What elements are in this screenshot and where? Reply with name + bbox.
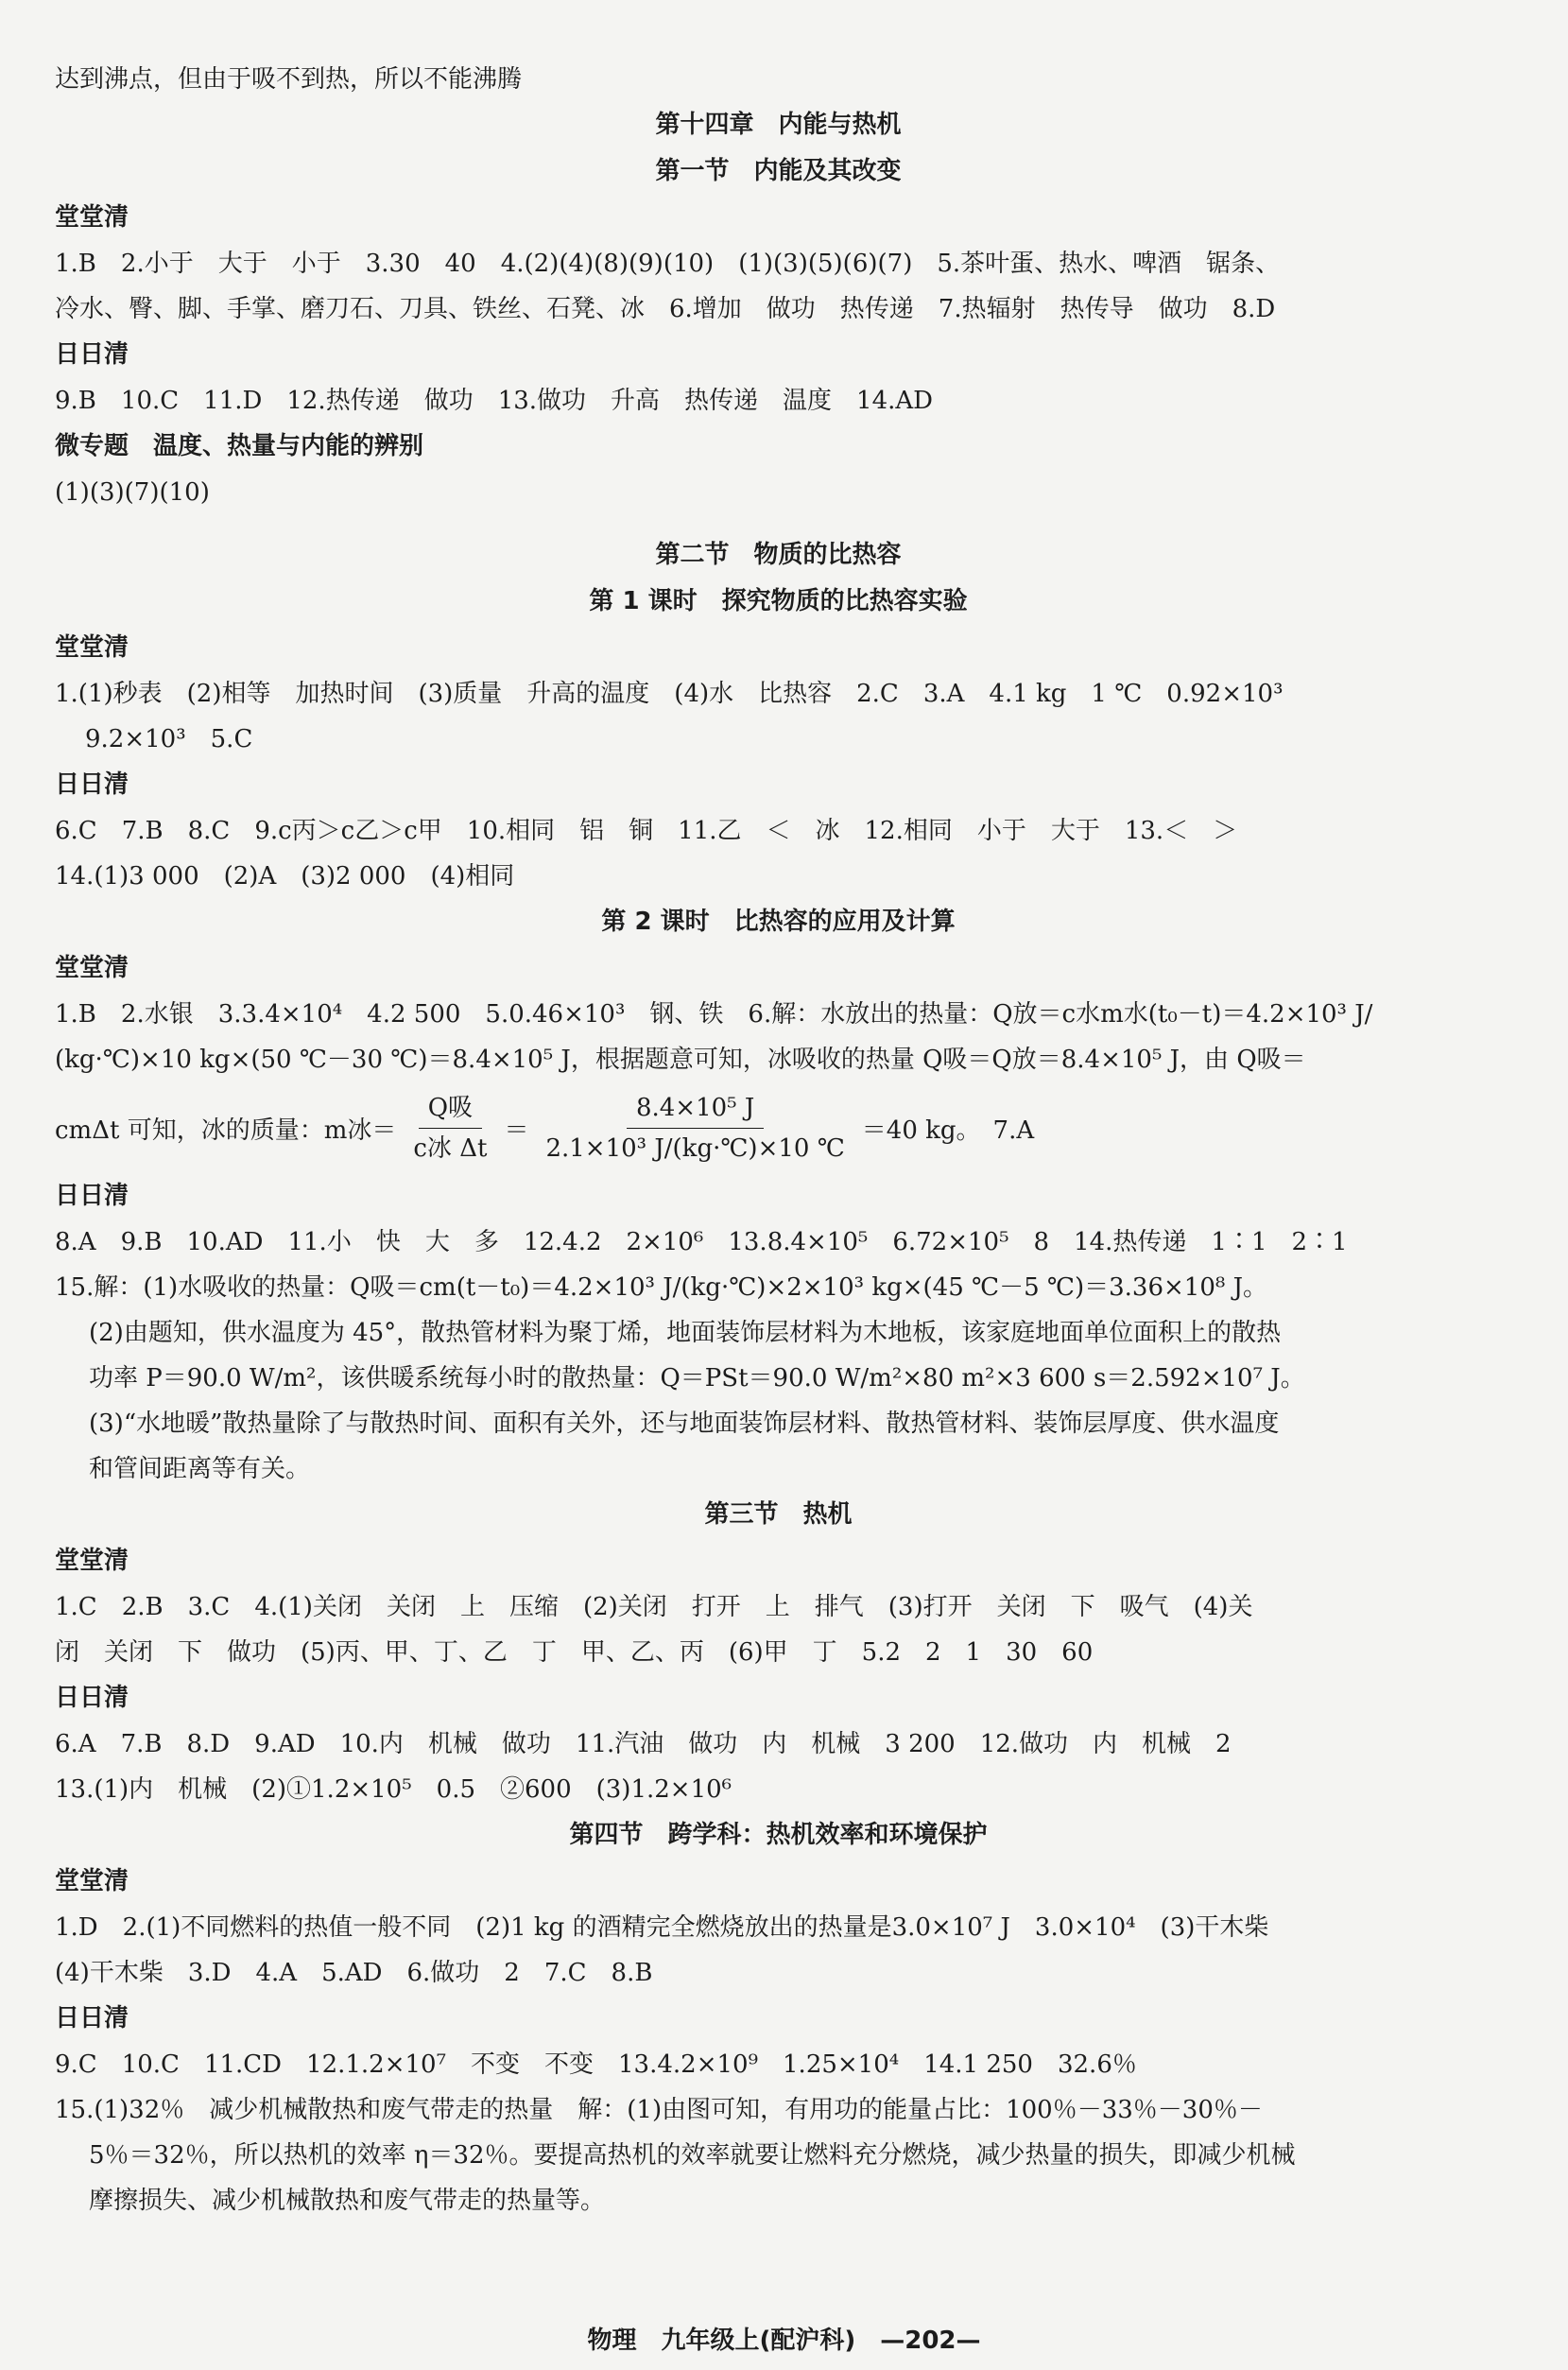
subheading-weizhuanti: 微专题 温度、热量与内能的辨别 (55, 432, 424, 460)
subheading-tangtangqing: 堂堂清 (55, 633, 129, 662)
answer-line: 8.A 9.B 10.AD 11.小 快 大 多 12.4.2 2×10⁶ 13.8.4×10⁵ 6.72×10⁵ 8 14.热传递 1∶1 2∶1 (55, 1228, 1348, 1256)
answer-line: 和管间距离等有关。 (89, 1455, 311, 1483)
answer-line: (2)由题知，供水温度为 45°，散热管材料为聚丁烯，地面装饰层材料为木地板，该家庭地面单位面积上的散热 (89, 1319, 1282, 1347)
equals-sign: ＝ (504, 1116, 529, 1145)
answer-line: 1.B 2.小于 大于 小于 3.30 40 4.(2)(4)(8)(9)(10) (1)(3)(5)(6)(7) 5.茶叶蛋、热水、啤酒 锯条、 (55, 250, 1281, 278)
subheading-ririqing: 日日清 (55, 1684, 129, 1712)
equation-result: ＝40 kg。 7.A (861, 1116, 1035, 1145)
subheading-ririqing: 日日清 (55, 770, 129, 799)
subheading-tangtangqing: 堂堂清 (55, 203, 129, 232)
section-title: 第三节 热机 (704, 1500, 853, 1529)
answer-line: (1)(3)(7)(10) (55, 478, 210, 507)
section-title: 第二节 物质的比热容 (655, 541, 902, 569)
fraction-denominator: c冰 Δt (413, 1133, 488, 1163)
answer-line: 1.B 2.水银 3.3.4×10⁴ 4.2 500 5.0.46×10³ 钢、铁 6.解：水放出的热量：Q放＝c水m水(t₀－t)＝4.2×10³ J/ (55, 1000, 1373, 1029)
section-title: 第四节 跨学科：热机效率和环境保护 (569, 1821, 988, 1849)
answer-line: 闭 关闭 下 做功 (5)丙、甲、丁、乙 丁 甲、乙、丙 (6)甲 丁 5.2 2 1 30 60 (55, 1638, 1094, 1667)
subheading-ririqing: 日日清 (55, 2004, 129, 2033)
chapter-title: 第十四章 内能与热机 (655, 111, 902, 139)
fraction-numerator: Q吸 (419, 1092, 482, 1129)
answer-line: 9.2×10³ 5.C (85, 725, 253, 753)
answer-line: 9.B 10.C 11.D 12.热传递 做功 13.做功 升高 热传递 温度 14.AD (55, 387, 934, 415)
fraction-denominator: 2.1×10³ J/(kg·℃)×10 ℃ (545, 1133, 845, 1163)
section-title: 第一节 内能及其改变 (655, 157, 902, 185)
answer-line: (kg·℃)×10 kg×(50 ℃－30 ℃)＝8.4×10⁵ J，根据题意可知，冰吸收的热量 Q吸＝Q放＝8.4×10⁵ J，由 Q吸＝ (55, 1046, 1306, 1074)
answer-line: 13.(1)内 机械 (2)①1.2×10⁵ 0.5 ②600 (3)1.2×10⁶ (55, 1775, 732, 1804)
subheading-tangtangqing: 堂堂清 (55, 1547, 129, 1575)
answer-line: 冷水、臀、脚、手掌、磨刀石、刀具、铁丝、石凳、冰 6.增加 做功 热传递 7.热辐射 热传导 做功 8.D (55, 295, 1276, 323)
subheading-tangtangqing: 堂堂清 (55, 954, 129, 982)
subheading-ririqing: 日日清 (55, 1182, 129, 1210)
answer-line: 1.(1)秒表 (2)相等 加热时间 (3)质量 升高的温度 (4)水 比热容 2.C 3.A 4.1 kg 1 ℃ 0.92×10³ (55, 680, 1284, 708)
equation-prefix: cmΔt 可知，冰的质量：m冰＝ (55, 1116, 397, 1145)
answer-line: 15.(1)32％ 减少机械散热和废气带走的热量 解：(1)由图可知，有用功的能量占比：100％－33％－30％－ (55, 2096, 1263, 2124)
subheading-tangtangqing: 堂堂清 (55, 1867, 129, 1895)
answer-line: (4)干木柴 3.D 4.A 5.AD 6.做功 2 7.C 8.B (55, 1959, 653, 1987)
answer-line: 14.(1)3 000 (2)A (3)2 000 (4)相同 (55, 862, 515, 891)
fraction-q-over-ct (404, 1092, 496, 1165)
fraction-equation-line (55, 1082, 1502, 1173)
subheading-ririqing: 日日清 (55, 340, 129, 369)
lesson-title: 第 1 课时 探究物质的比热容实验 (589, 587, 968, 615)
answer-line: 功率 P＝90.0 W/m²，该供暖系统每小时的散热量：Q＝PSt＝90.0 W/m²×80 m²×3 600 s＝2.592×10⁷ J。 (89, 1364, 1305, 1393)
answer-line: 1.D 2.(1)不同燃料的热值一般不同 (2)1 kg 的酒精完全燃烧放出的热量是3.0×10⁷ J 3.0×10⁴ (3)干木柴 (55, 1913, 1269, 1942)
fraction-numerator: 8.4×10⁵ J (627, 1092, 764, 1129)
text-line: 达到沸点，但由于吸不到热，所以不能沸腾 (55, 65, 523, 94)
answer-line: 9.C 10.C 11.CD 12.1.2×10⁷ 不变 不变 13.4.2×10⁹ 1.25×10⁴ 14.1 250 32.6％ (55, 2050, 1137, 2079)
lesson-title: 第 2 课时 比热容的应用及计算 (601, 908, 956, 936)
answer-line: 6.C 7.B 8.C 9.c丙＞c乙＞c甲 10.相同 铝 铜 11.乙 ＜ 冰 12.相同 小于 大于 13.＜ ＞ (55, 817, 1238, 845)
answer-line: 5％＝32％，所以热机的效率 η＝32％。要提高热机的效率就要让燃料充分燃烧，减少热量的损失，即减少机械 (89, 2141, 1296, 2170)
answer-line: 15.解：(1)水吸收的热量：Q吸＝cm(t－t₀)＝4.2×10³ J/(kg·℃)×2×10³ kg×(45 ℃－5 ℃)＝3.36×10⁸ J。 (55, 1273, 1267, 1302)
fraction-values (536, 1092, 853, 1165)
answer-line: (3)“水地暖”散热量除了与散热时间、面积有关外，还与地面装饰层材料、散热管材料、装饰层厚度、供水温度 (89, 1410, 1280, 1438)
answer-line: 6.A 7.B 8.D 9.AD 10.内 机械 做功 11.汽油 做功 内 机械 3 200 12.做功 内 机械 2 (55, 1730, 1232, 1758)
answer-line: 1.C 2.B 3.C 4.(1)关闭 关闭 上 压缩 (2)关闭 打开 上 排气 (3)打开 关闭 下 吸气 (4)关 (55, 1593, 1253, 1621)
page-footer: 物理 九年级上(配沪科) —202— (587, 2327, 981, 2355)
answer-line: 摩擦损失、减少机械散热和废气带走的热量等。 (89, 2187, 606, 2215)
